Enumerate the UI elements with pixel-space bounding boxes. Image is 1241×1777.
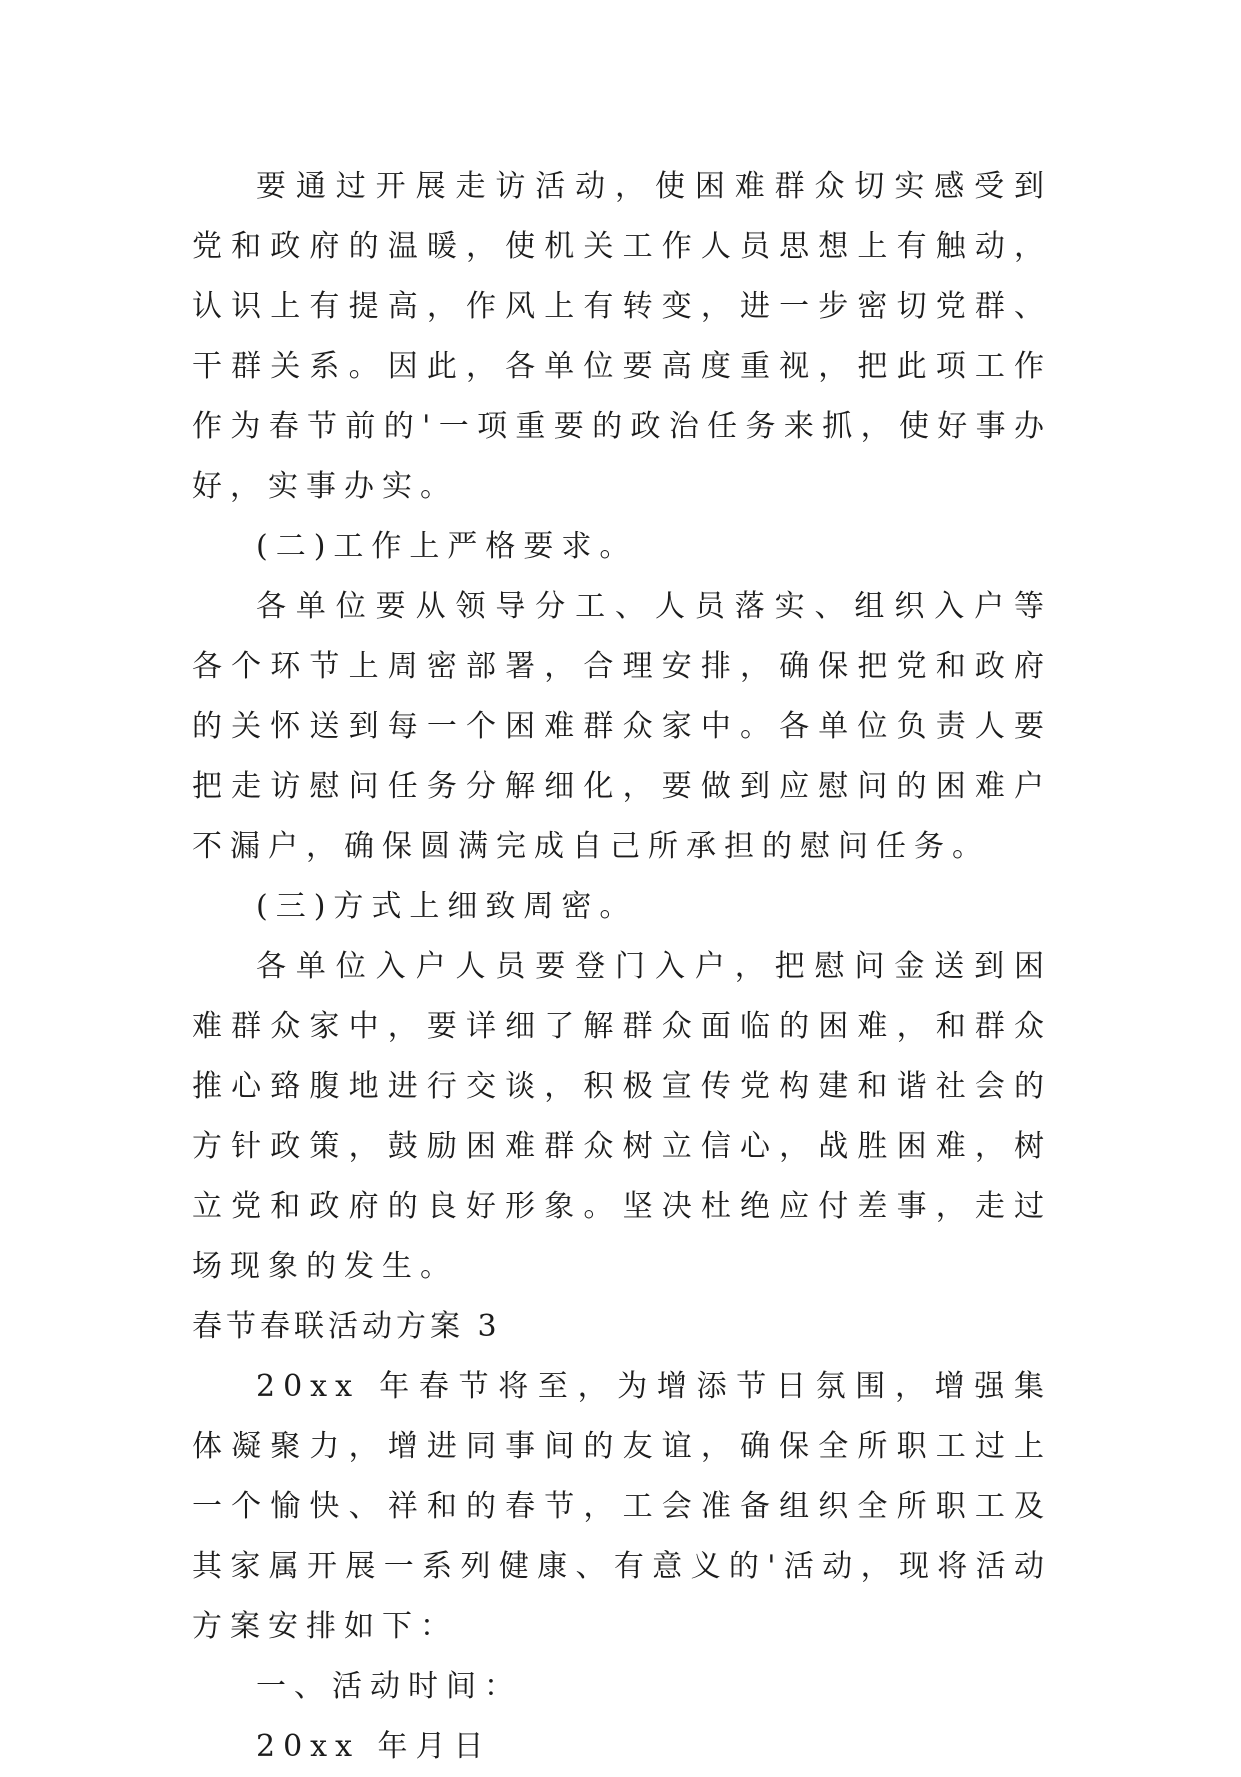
paragraph-visit-purpose: 要通过开展走访活动，使困难群众切实感受到党和政府的温暖，使机关工作人员思想上有触动，认识上有提高，作风上有转变，进一步密切党群、干群关系。因此，各单位要高度重视，把此项工作作为春节前的'一项重要的政治任务来抓，使好事办好，实事办实。: [192, 169, 1052, 504]
paragraph-intro: 20xx 年春节将至，为增添节日氛围，增强集体凝聚力，增进同事间的友谊，确保全所职工过上一个愉快、祥和的春节，工会准备组织全所职工及其家属开展一系列健康、有意义的'活动，现将活动方案安排如下：: [192, 1369, 1052, 1644]
subheading-activity-time: 一、活动时间：: [256, 1669, 522, 1704]
paragraph-deployment: 各单位要从领导分工、人员落实、组织入户等各个环节上周密部署，合理安排，确保把党和政府的关怀送到每一个困难群众家中。各单位负责人要把走访慰问任务分解细化，要做到应慰问的困难户不漏户，确保圆满完成自己所承担的慰问任务。: [192, 589, 1052, 864]
activity-date: 20xx 年月日: [256, 1729, 492, 1764]
subheading-strict-requirements: (二)工作上严格要求。: [256, 529, 638, 564]
document-body: [192, 157, 1052, 1777]
paragraph-home-visits: 各单位入户人员要登门入户，把慰问金送到困难群众家中，要详细了解群众面临的困难，和群众推心臵腹地进行交谈，积极宣传党构建和谐社会的方针政策，鼓励困难群众树立信心，战胜困难，树立党和政府的良好形象。坚决杜绝应付差事，走过场现象的发生。: [192, 949, 1052, 1284]
section-title: 春节春联活动方案 3: [192, 1309, 501, 1344]
subheading-careful-methods: (三)方式上细致周密。: [256, 889, 638, 924]
